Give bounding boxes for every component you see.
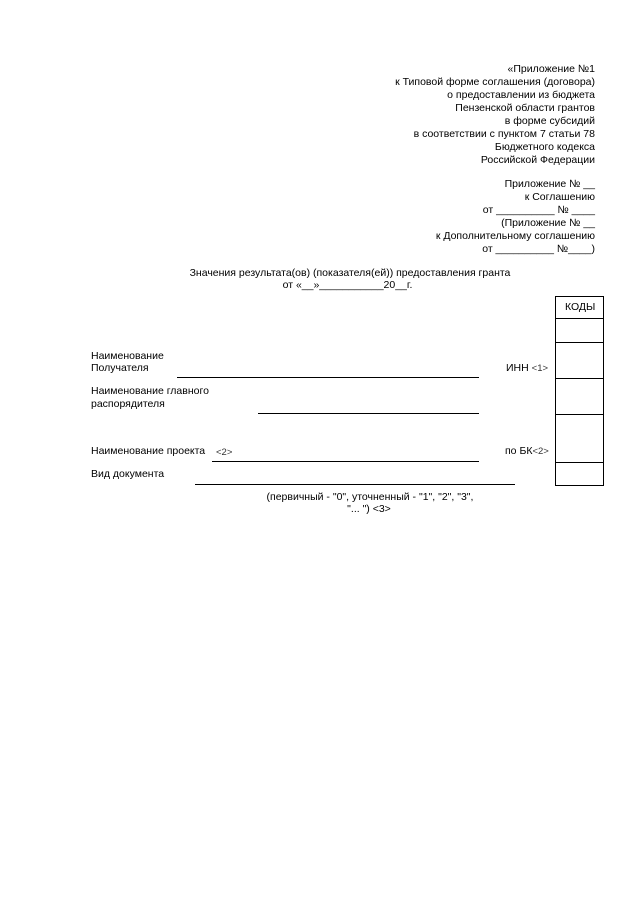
recipient-field[interactable] (177, 377, 479, 378)
header-line: в форме субсидий (504, 115, 595, 127)
code-cell-manager[interactable] (555, 378, 604, 415)
agreement-line: Приложение № __ (504, 178, 595, 190)
manager-label: распорядителя (91, 398, 165, 410)
codes-header-cell (555, 296, 604, 319)
code-cell-bk[interactable] (555, 414, 604, 463)
recipient-label: Наименование (91, 350, 164, 362)
inn-label (506, 362, 548, 375)
header-line: в соответствии с пунктом 7 статьи 78 (413, 128, 595, 140)
agreement-line: к Соглашению (524, 191, 595, 203)
header-line: Пензенской области грантов (455, 102, 595, 114)
code-cell[interactable] (555, 318, 604, 343)
document-date: от «__»___________20__г. (282, 279, 413, 291)
bk-text: по БК (505, 445, 533, 457)
code-cell-doctype[interactable] (555, 462, 604, 486)
project-field[interactable] (212, 461, 479, 462)
doctype-field[interactable] (195, 484, 515, 485)
agreement-line: от __________ №____) (482, 243, 595, 255)
inn-footnote-ref: <1> (531, 363, 549, 374)
inn-text: ИНН (506, 362, 529, 374)
doctype-note: "... ") <3> (347, 503, 391, 515)
bk-label (505, 445, 549, 458)
header-line: о предоставлении из бюджета (447, 89, 595, 101)
header-line: Российской Федерации (480, 154, 595, 166)
agreement-line: (Приложение № __ (501, 217, 595, 229)
project-footnote-ref: <2> (216, 447, 233, 458)
bk-footnote-ref: <2> (532, 446, 549, 457)
recipient-label: Получателя (91, 362, 149, 374)
code-cell-inn[interactable] (555, 342, 604, 379)
codes-header: КОДЫ (565, 301, 596, 313)
header-line: к Типовой форме соглашения (договора) (395, 76, 595, 88)
header-line: «Приложение №1 (507, 63, 595, 75)
manager-label: Наименование главного (91, 385, 209, 397)
doctype-note: (первичный - "0", уточненный - "1", "2", "3", (266, 491, 474, 503)
manager-field[interactable] (258, 413, 479, 414)
doctype-label: Вид документа (91, 468, 165, 480)
header-line: Бюджетного кодекса (494, 141, 595, 153)
document-title: Значения результата(ов) (показателя(ей)) предоставления гранта (189, 267, 511, 279)
project-label: Наименование проекта (91, 445, 206, 457)
agreement-line: от __________ № ____ (482, 204, 595, 216)
agreement-line: к Дополнительному соглашению (435, 230, 595, 242)
